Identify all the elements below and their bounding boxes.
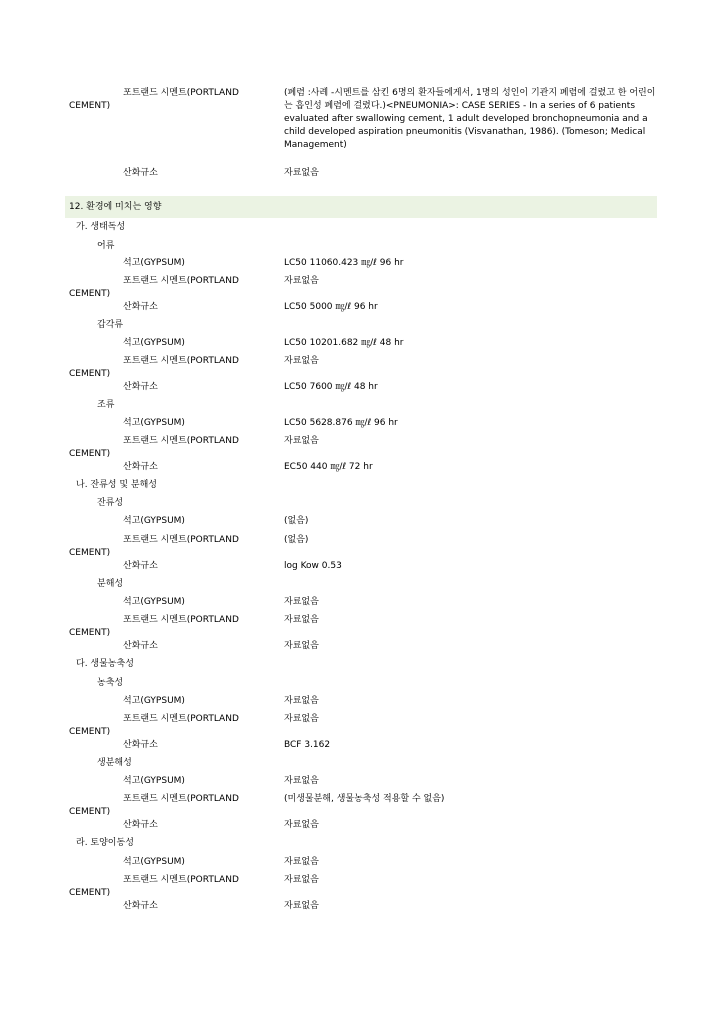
category-label: 농축성 — [97, 678, 124, 688]
substance-value: 자료없음 — [284, 168, 319, 178]
substance-name: 석고(GYPSUM) — [123, 696, 185, 706]
section-header: 12. 환경에 미치는 영향 — [65, 196, 657, 218]
pneumonia-text: (폐렴 :사례 -시멘트를 삼킨 6명의 환자들에게서, 1명의 성인이 기관지 폐렴에 걸렸고 한 어린이는 흡인성 폐렴에 걸렸다.)<PNEUMONIA>: CASE SERIES - In a series of 6 patients evaluated after swallowing cement, 1 adult developed bronchopneumonia and a child developed aspiration pneumonitis (Visvanathan, 1986). (Tomeson; Medical Management) — [284, 88, 656, 150]
substance-value: 자료없음 — [284, 641, 319, 651]
substance-name: 산화규소 — [123, 168, 158, 178]
substance-value: 자료없음 — [284, 875, 319, 885]
substance-value: 자료없음 — [284, 276, 319, 286]
substance-name: 산화규소 — [123, 820, 158, 830]
substance-value: (없음) — [284, 516, 309, 526]
category-label: 어류 — [97, 241, 115, 251]
substance-name: 산화규소 — [123, 462, 158, 472]
category-label: 조류 — [97, 400, 115, 410]
subsection-label: 가. 생태독성 — [76, 222, 126, 232]
substance-name: 산화규소 — [123, 740, 158, 750]
substance-name: 포트랜드 시멘트(PORTLAND CEMENT) — [69, 714, 239, 737]
substance-name: 포트랜드 시멘트(PORTLAND CEMENT) — [69, 88, 239, 111]
subsection-label: 다. 생물농축성 — [76, 659, 134, 669]
substance-value: (미생물분해, 생물농축성 적용할 수 없음) — [284, 794, 445, 804]
substance-name: 포트랜드 시멘트(PORTLAND CEMENT) — [69, 794, 239, 817]
category-label: 생분해성 — [97, 758, 132, 768]
substance-value: 자료없음 — [284, 776, 319, 786]
substance-value: 자료없음 — [284, 597, 319, 607]
substance-value: 자료없음 — [284, 436, 319, 446]
substance-value: 자료없음 — [284, 714, 319, 724]
substance-value: 자료없음 — [284, 356, 319, 366]
substance-value: BCF 3.162 — [284, 740, 331, 750]
substance-name: 석고(GYPSUM) — [123, 597, 185, 607]
substance-value: EC50 440 ㎎/ℓ 72 hr — [284, 462, 373, 472]
substance-name: 석고(GYPSUM) — [123, 258, 185, 268]
substance-value: LC50 5000 ㎎/ℓ 96 hr — [284, 302, 378, 312]
substance-name: 산화규소 — [123, 382, 158, 392]
subsection-label: 나. 잔류성 및 분해성 — [76, 480, 157, 490]
substance-name: 포트랜드 시멘트(PORTLAND CEMENT) — [69, 875, 239, 898]
substance-name: 산화규소 — [123, 302, 158, 312]
substance-value: 자료없음 — [284, 615, 319, 625]
substance-name: 석고(GYPSUM) — [123, 776, 185, 786]
substance-value: LC50 7600 ㎎/ℓ 48 hr — [284, 382, 378, 392]
substance-value: LC50 5628.876 ㎎/ℓ 96 hr — [284, 418, 398, 428]
substance-name: 포트랜드 시멘트(PORTLAND CEMENT) — [69, 356, 239, 379]
substance-value: LC50 10201.682 ㎎/ℓ 48 hr — [284, 338, 404, 348]
category-label: 분해성 — [97, 579, 124, 589]
substance-name: 포트랜드 시멘트(PORTLAND CEMENT) — [69, 436, 239, 459]
substance-value: LC50 11060.423 ㎎/ℓ 96 hr — [284, 258, 404, 268]
substance-value: 자료없음 — [284, 857, 319, 867]
substance-name: 포트랜드 시멘트(PORTLAND CEMENT) — [69, 535, 239, 558]
substance-value: log Kow 0.53 — [284, 561, 342, 571]
substance-value: 자료없음 — [284, 820, 319, 830]
substance-value: (없음) — [284, 535, 309, 545]
substance-name: 산화규소 — [123, 561, 158, 571]
substance-name: 산화규소 — [123, 641, 158, 651]
substance-name: 산화규소 — [123, 901, 158, 911]
category-label: 잔류성 — [97, 498, 124, 508]
subsection-label: 라. 토양이동성 — [76, 838, 134, 848]
substance-name: 석고(GYPSUM) — [123, 418, 185, 428]
substance-name: 석고(GYPSUM) — [123, 516, 185, 526]
substance-name: 포트랜드 시멘트(PORTLAND CEMENT) — [69, 615, 239, 638]
substance-value: 자료없음 — [284, 696, 319, 706]
substance-name: 석고(GYPSUM) — [123, 857, 185, 867]
substance-name: 석고(GYPSUM) — [123, 338, 185, 348]
substance-value: 자료없음 — [284, 901, 319, 911]
substance-name: 포트랜드 시멘트(PORTLAND CEMENT) — [69, 276, 239, 299]
category-label: 갑각류 — [97, 320, 124, 330]
